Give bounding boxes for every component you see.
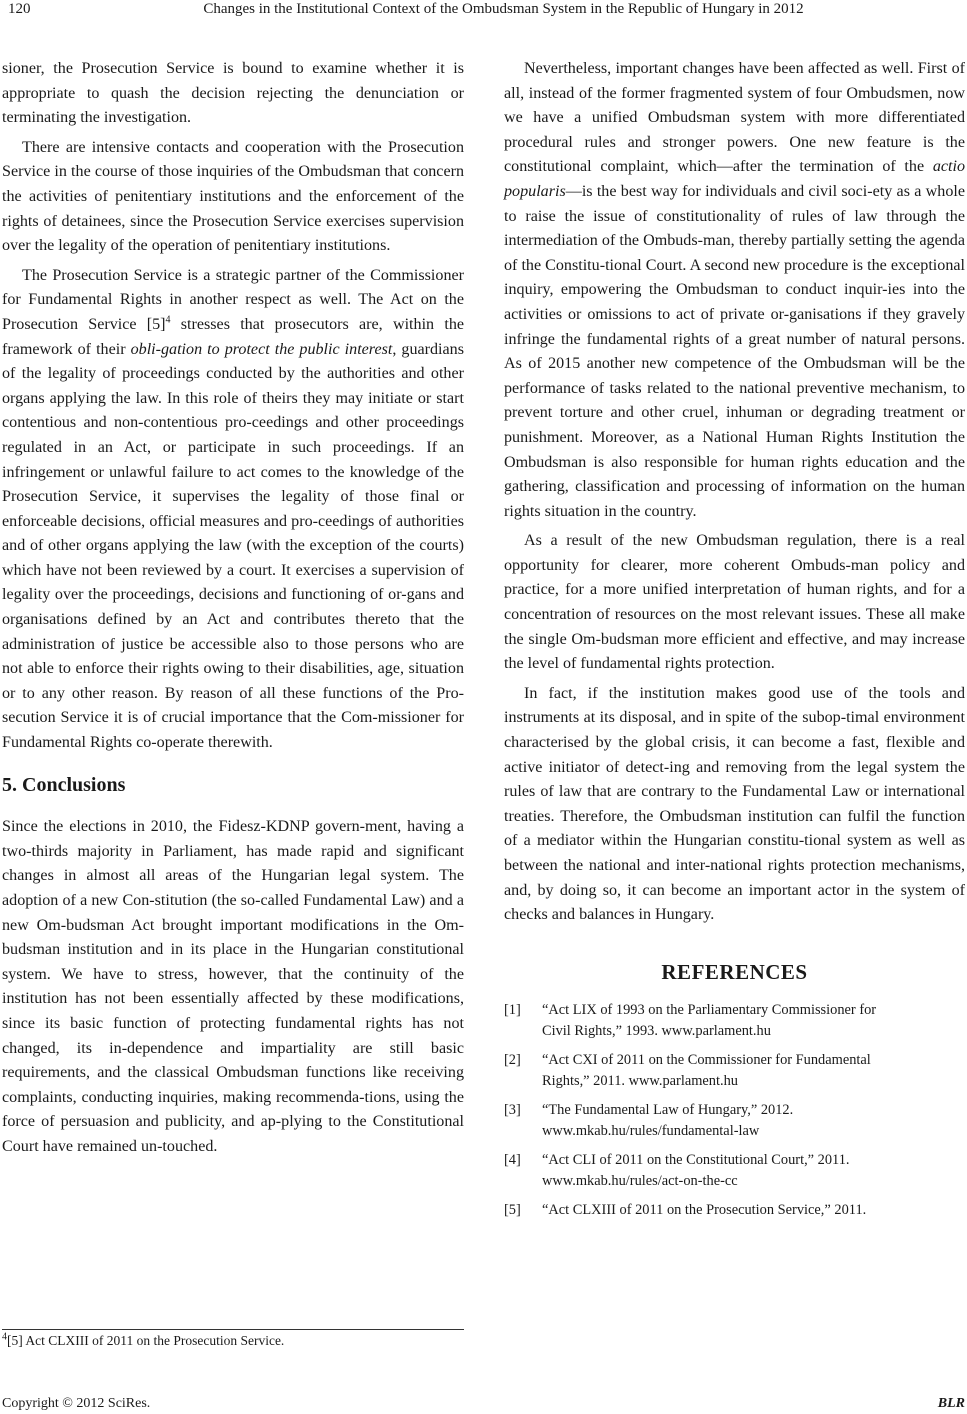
reference-line: www.mkab.hu/rules/act-on-the-cc xyxy=(542,1173,738,1190)
paragraph-text: , guardians of the legality of proceedings conducted by the authorities and other organs applying the law. In this role of theirs they may initiate or start contentious and non-contentious pro-ceedings and other proceedings regulated in an Act, or participate in such proceedings. If an infringement or unlawful failure to act comes to the knowledge of the Prosecution Service, it supervises the legality of those final or enforceable decisions, official measures and pro-ceedings of authorities and of other organs applying the law (with the exception of the courts) which have not been reviewed by a court. It exercises a supervision of legality over the proceedings, decisions and functioning of or-gans and organisations defined by an Act and contributes thereto that the administration of justice be accessible also to those persons who are not able to enforce their rights owing to their disabilities, age, situation or to any other reason. By reason of all these functions of the Pro-secution Service it is of crucial importance that the Com-missioner for Fundamental Rights co-operate therewith. xyxy=(2,340,464,752)
reference-item xyxy=(504,1100,965,1142)
journal-abbreviation: BLR xyxy=(937,1396,965,1411)
reference-text xyxy=(542,1150,965,1192)
emphasis-text: obli-gation to protect the public interest xyxy=(130,340,393,358)
paragraph: There are intensive contacts and cooperation with the Prosecution Service in the course of those inquiries of the Ombudsman that concern the activities of penitentiary institutions and the enforcement of the rights of detainees, since the Prosecution Service exercises supervision over the legality of the operation of penitentiary institutions. xyxy=(2,138,464,255)
reference-number: [5] xyxy=(504,1202,521,1219)
running-title: Changes in the Institutional Context of the Ombudsman System in the Republic of Hungary in 2012 xyxy=(203,1,804,17)
paragraph xyxy=(2,264,464,756)
footnote-marker: 4 xyxy=(2,1331,7,1343)
paragraph: Since the elections in 2010, the Fidesz-KDNP govern-ment, having a two-thirds majority in Parliament, has made rapid and significant changes in almost all areas of the Hungarian legal system. The adoption of a new Con-stitution (the so-called Fundamental Law) and a new Om-budsman Act brought important modifications in the Om-budsman institution and in its place in the Hungarian constitutional system. We have to stress, however, that the continuity of the institution has not been essentially affected by these modifications, since its basic function of protecting fundamental rights has not changed, its in-dependence and impartiality are still basic requirements, and the classical Ombudsman functions like receiving complaints, conducting inquiries, making recommenda-tions, using the force of persuasion and publicity, and ap-plying to the Constitutional Court have remained un-touched. xyxy=(2,818,464,1155)
footnote xyxy=(2,1333,284,1349)
reference-text xyxy=(542,1100,965,1142)
reference-line: “Act CLI of 2011 on the Constitutional Court,” 2011. xyxy=(542,1152,850,1169)
reference-item xyxy=(504,1150,965,1192)
reference-line: Civil Rights,” 1993. www.parlament.hu xyxy=(542,1023,771,1040)
references-heading: REFERENCES xyxy=(661,959,808,984)
reference-line: Rights,” 2011. www.parlament.hu xyxy=(542,1073,738,1090)
references-list xyxy=(504,1000,965,1221)
paragraph: sioner, the Prosecution Service is bound to examine whether it is appropriate to quash the decision rejecting the denunciation or terminating the investigation. xyxy=(2,60,464,127)
reference-item xyxy=(504,1000,965,1042)
paragraph: In fact, if the institution makes good use of the tools and instruments at its disposal, and in spite of the subop-timal environment characterised by the global crisis, it can become a fast, flexible and active initiator of detect-ing and removing from the legal system the rules of law that are contrary to the Fundamental Law or international treaties. Therefore, the Ombudsman institution can fulfil the function of a mediator within the Hungarian constitu-tional system as well as between the national and inter-national rights protection mechanisms, and, by doing so, it can become an important actor in the system of checks and balances in Hungary. xyxy=(504,684,965,924)
paragraph-text: stresses that prosecutors are, within the framework of their xyxy=(2,315,465,358)
reference-item xyxy=(504,1200,965,1221)
footnote-marker: 4 xyxy=(165,314,171,326)
reference-item xyxy=(504,1050,965,1092)
page-header xyxy=(0,0,967,26)
paragraph-text: —is the best way for individuals and civil soci-ety as a whole to raise the issue of constitutionality of rules of law through the intermediation of the Ombuds-man, thereby partially setting the agenda of the Constitu-tional Court. A second new procedure is the exceptional inquiry, empowering the Ombudsman to conduct inquir-ies into the activities or omissions to act of private or-ganisations if they gravely infringe the fundamental rights of a great number of natural persons. As of 2015 another new competence of the Ombudsman will be the performance of tasks related to the national preventive mechanism, to prevent torture and other cruel, inhuman or degrading treatment or punishment. Moreover, as a National Human Rights Institution the Ombudsman is also responsible for human rights education and the gathering, classification and processing of information on the human rights situation in the country. xyxy=(504,182,965,520)
reference-text xyxy=(542,1050,965,1092)
reference-text xyxy=(542,1200,965,1221)
reference-text xyxy=(542,1000,965,1042)
paragraph: As a result of the new Ombudsman regulation, there is a real opportunity for clearer, more coherent Ombuds-man policy and practice, for a more unified interpretation of human rights, and for a concentration of resources on the most relevant issues. These all make the single Om-budsman more efficient and effective, and may increase the level of fundamental rights protection. xyxy=(504,532,965,673)
emphasis-text: actio popularis xyxy=(504,158,965,200)
reference-number: [1] xyxy=(504,1002,521,1019)
reference-number: [2] xyxy=(504,1052,521,1069)
copyright-notice: Copyright © 2012 SciRes. xyxy=(2,1396,151,1411)
reference-line: “The Fundamental Law of Hungary,” 2012. xyxy=(542,1102,794,1119)
reference-line: “Act CXI of 2011 on the Commissioner for Fundamental xyxy=(542,1052,871,1069)
reference-number: [4] xyxy=(504,1152,521,1169)
right-column xyxy=(504,57,965,1229)
reference-line: “Act LIX of 1993 on the Parliamentary Commissioner for xyxy=(542,1002,877,1019)
page-number: 120 xyxy=(8,1,31,17)
footnote-divider xyxy=(2,1329,464,1330)
footnote-text: [5] Act CLXIII of 2011 on the Prosecution Service. xyxy=(7,1333,285,1348)
paragraph-text: Nevertheless, important changes have been affected as well. First of all, instead of the former fragmented system of four Ombudsmen, now we have a unified Ombudsman system with more differentiated procedural rules and stronger powers. One new feature is the constitutional complaint, which—after the termination of the xyxy=(504,60,965,176)
section-heading: 5. Conclusions xyxy=(2,773,126,796)
paragraph-text: The Prosecution Service is a strategic partner of the Commissioner for Fundamental Rights in another respect as well. The Act on the Prosecution Service [5] xyxy=(2,266,464,333)
reference-line: “Act CLXIII of 2011 on the Prosecution Service,” 2011. xyxy=(542,1202,867,1219)
reference-number: [3] xyxy=(504,1102,521,1119)
paragraph xyxy=(504,57,965,524)
left-column xyxy=(2,57,464,1160)
reference-line: www.mkab.hu/rules/fundamental-law xyxy=(542,1123,760,1140)
